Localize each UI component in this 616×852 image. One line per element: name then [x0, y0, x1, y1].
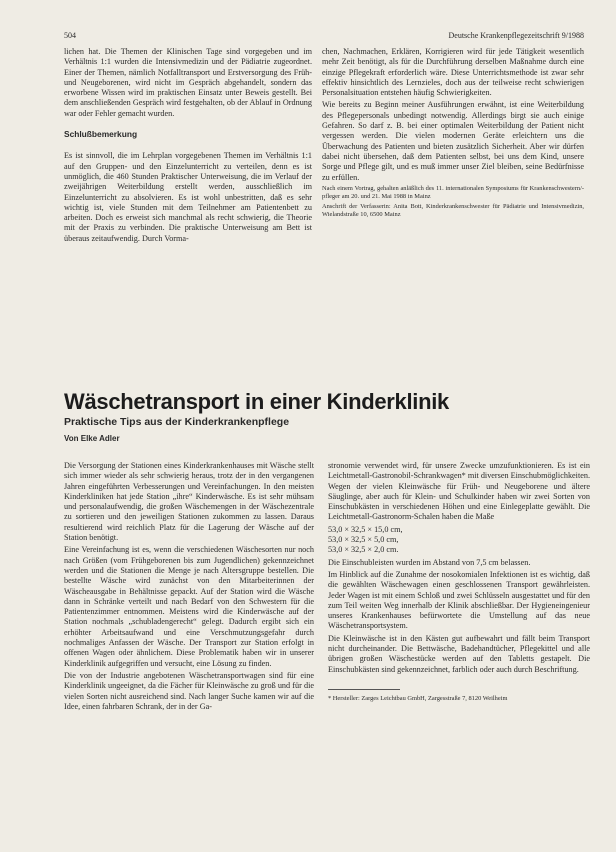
column-2-top [322, 47, 584, 222]
section-heading: Schlußbemerkung [64, 129, 138, 140]
paragraph: lichen hat. Die Themen der Klinischen Tage sind vorgegeben und im Verhältnis 1:1 wurden die Intensivmedizin und der Pädiatrie zugeordnet. Einer der Themen, nämlich Notfalltransport und Erstversorgung des Früh- und Neugeborenen, wird nicht im Gespräch abgehandelt, sondern das erworbene Wissen wird im praktischen Einsatz unter Beweis gestellt. Bei dem anschließenden Gespräch wird festgehalten, ob der Ablauf in Ordnung war oder Fehler gemacht wurden. [64, 47, 312, 118]
dimension-line: 53,0 × 32,5 × 5,0 cm, [328, 535, 399, 545]
page-header [64, 31, 592, 43]
paragraph: Eine Vereinfachung ist es, wenn die verschiedenen Wäschesorten nur noch nach Größen (vom Frühgeborenen bis zum Jugendlichen) gekennzeichnet werden und die Stationen die Menge je nach Altersgruppe bestellen. Die bestellte Wäsche wird zunächst von den Mitarbeiterinnen der Wäscheausgabe in Behältnisse gepackt. Auf der Station wird die Wäsche dann in Schränke verteilt und nach Bedarf von den Schwestern für die Patientenzimmer entnommen. Meistens wird die Kinderwäsche auf der Station nochmals „schubladengerecht“ gelegt. Dadurch ergibt sich ein erhöhter Arbeitsaufwand und eine Verschmutzungsgefahr durch nochmaliges Anfassen der Wäsche. Der Transport zur Station erfolgt in offenen Wagen oder ähnlichem. Diese Problematik haben wir in unserer Kinderklinik aufgegriffen und versucht, eine Lösung zu finden. [64, 545, 314, 668]
paragraph: Die Versorgung der Stationen eines Kinderkrankenhauses mit Wäsche stellt sich immer wieder als sehr schwierig heraus, trotz der in den vergangenen Jahren eingeführten Verbesserungen und Vereinfachungen. In den meisten Kinderkliniken hat jede Station „ihre“ Kinderwäsche. Es ist sehr mühsam und personalaufwendig, die großen Wäschemengen in der Wäschezentrale zu sortieren und den jeweiligen Stationen zukommen zu lassen. Daraus resultierend wird reichlich Platz für die Lagerung der Wäsche auf der Station benötigt. [64, 461, 314, 543]
footnote: * Hersteller: Zarges Leichtbau GmbH, Zargesstraße 7, 8120 Weilheim [328, 694, 508, 702]
paragraph: chen, Nachmachen, Erklären, Korrigieren wird für jede Tätigkeit wesentlich mehr Zeit benötigt, als für die Durchführung derselben Maßnahme durch eine einzige Pflegekraft erforderlich wäre. Diese Unterrichtsmethode ist zwar sehr effektiv hinsichtlich des Lernzieles, doch aus der teilweise recht schwierigen Personalsituation entstehen häufig Schwierigkeiten. [322, 47, 584, 98]
lecture-note: Nach einem Vortrag, gehalten anläßlich des 11. internationalen Symposiums für Krankenschwestern/-pfleger am 20. und 21. Mai 1988 in Mainz [322, 184, 584, 201]
paragraph: Die Einschubleisten wurden im Abstand von 7,5 cm belassen. [328, 557, 531, 567]
paragraph: Die von der Industrie angebotenen Wäschetransportwagen sind für eine Kinderklinik ungeeignet, da die Fächer für Kleinwäsche zu groß und für die vielen Sorten nicht ausreichend sind. Nach langer Suche kamen wir auf die Idee, einen fahrbaren Schrank, der in der Ga- [64, 670, 314, 711]
article-author: Von Elke Adler [64, 434, 120, 443]
author-address: Anschrift der Verfasserin: Anita Bott, Kinderkrankenschwester für Pädiatrie und Intensivmedizin, Wielandstraße 10, 6500 Mainz [322, 203, 584, 219]
dimension-line: 53,0 × 32,5 × 15,0 cm, [328, 524, 403, 534]
paragraph: Es ist sinnvoll, die im Lehrplan vorgegebenen Themen im Verhältnis 1:1 auf den Gruppen- und den Einzelunterricht zu verteilen, denn es ist unmöglich, die 460 Stunden Praktischer Unterweisung, die im Verlauf der zweijährigen Weiterbildung erstellt werden, ausschließlich im Einzelunterricht zu absolvieren. Es ist wohl unbestritten, daß es sehr wichtig ist, viele Stunden mit dem Teilnehmer am Patientenbett zu arbeiten. Doch es erweist sich manchmal als recht schwierig, die Theorie mit der Praxis zu verbinden. Die praktische Unterweisung am Bett ist überaus zeitaufwendig. Durch Vorma- [64, 151, 312, 243]
column-1-top [64, 47, 312, 246]
paragraph: Wie bereits zu Beginn meiner Ausführungen erwähnt, ist eine Weiterbildung des Pflegepersonals unbedingt notwendig. Allerdings birgt sie auch einige Gefahren. So darf z. B. bei einer optimalen Weiterbildung der Patient nicht vergessen werden. Die vielen modernen Geräte erleichtern uns die Überwachung des Patienten und bieten zusätzlich Sicherheit. Aber wir dürfen dabei nicht übersehen, daß dem Patienten selbst, bei uns dem Kind, unsere Sorge und Pflege gilt, und es muß immer unser Ziel bleiben, seine Bedürfnisse zu erfüllen. [322, 100, 584, 182]
page-number: 504 [64, 31, 76, 40]
column-3-bottom [64, 461, 314, 714]
paragraph: Im Hinblick auf die Zunahme der nosokomialen Infektionen ist es wichtig, daß die gewählten Wäschewagen einen geschlossenen Transport gewährleisten. Jeder Wagen ist mit einem Schloß und zwei Schlüsseln ausgestattet und für den zum Teil weiten Weg innerhalb der Klinik abschließbar. Der Hygieneingenieur unseres Krankenhauses befürwortete die Umstellung auf das neue Wäschetransportsystem. [328, 569, 590, 631]
paragraph: stronomie verwendet wird, für unsere Zwecke umzufunktionieren. Es ist ein Leichtmetall-Gastronobil-Schrankwagen* mit diversen Einschubmöglichkeiten. Wegen der vielen Kleinwäsche für Früh- und Neugeborene und ältere Säuglinge, aber auch für Klein- und Schulkinder haben wir zwei Sorten von Einschubkästen in verschiedenen Höhen und eine Einlegeplatte gewählt. Die Leichtmetall-Gastronorm-Schalen haben die Maße [328, 461, 590, 522]
article-title: Wäschetransport in einer Kinderklinik [64, 389, 449, 414]
footnote-rule [328, 689, 400, 690]
journal-title: Deutsche Krankenpflegezeitschrift 9/1988 [448, 31, 584, 40]
paragraph: Die Kleinwäsche ist in den Kästen gut aufbewahrt und fällt beim Transport nicht durcheinander. Die Bettwäsche, Badehandtücher, Pflegekittel und alle übrigen großen Wäschestücke werden auf den Tabletts gestapelt. Die Einschubkästen sind gekennzeichnet, farblich oder auch durch Beschriftung. [328, 633, 590, 674]
dimension-line: 53,0 × 32,5 × 2,0 cm. [328, 545, 399, 555]
dimensions-list [328, 525, 590, 556]
article-subtitle: Praktische Tips aus der Kinderkrankenpflege [64, 416, 290, 428]
column-4-bottom [328, 461, 590, 703]
